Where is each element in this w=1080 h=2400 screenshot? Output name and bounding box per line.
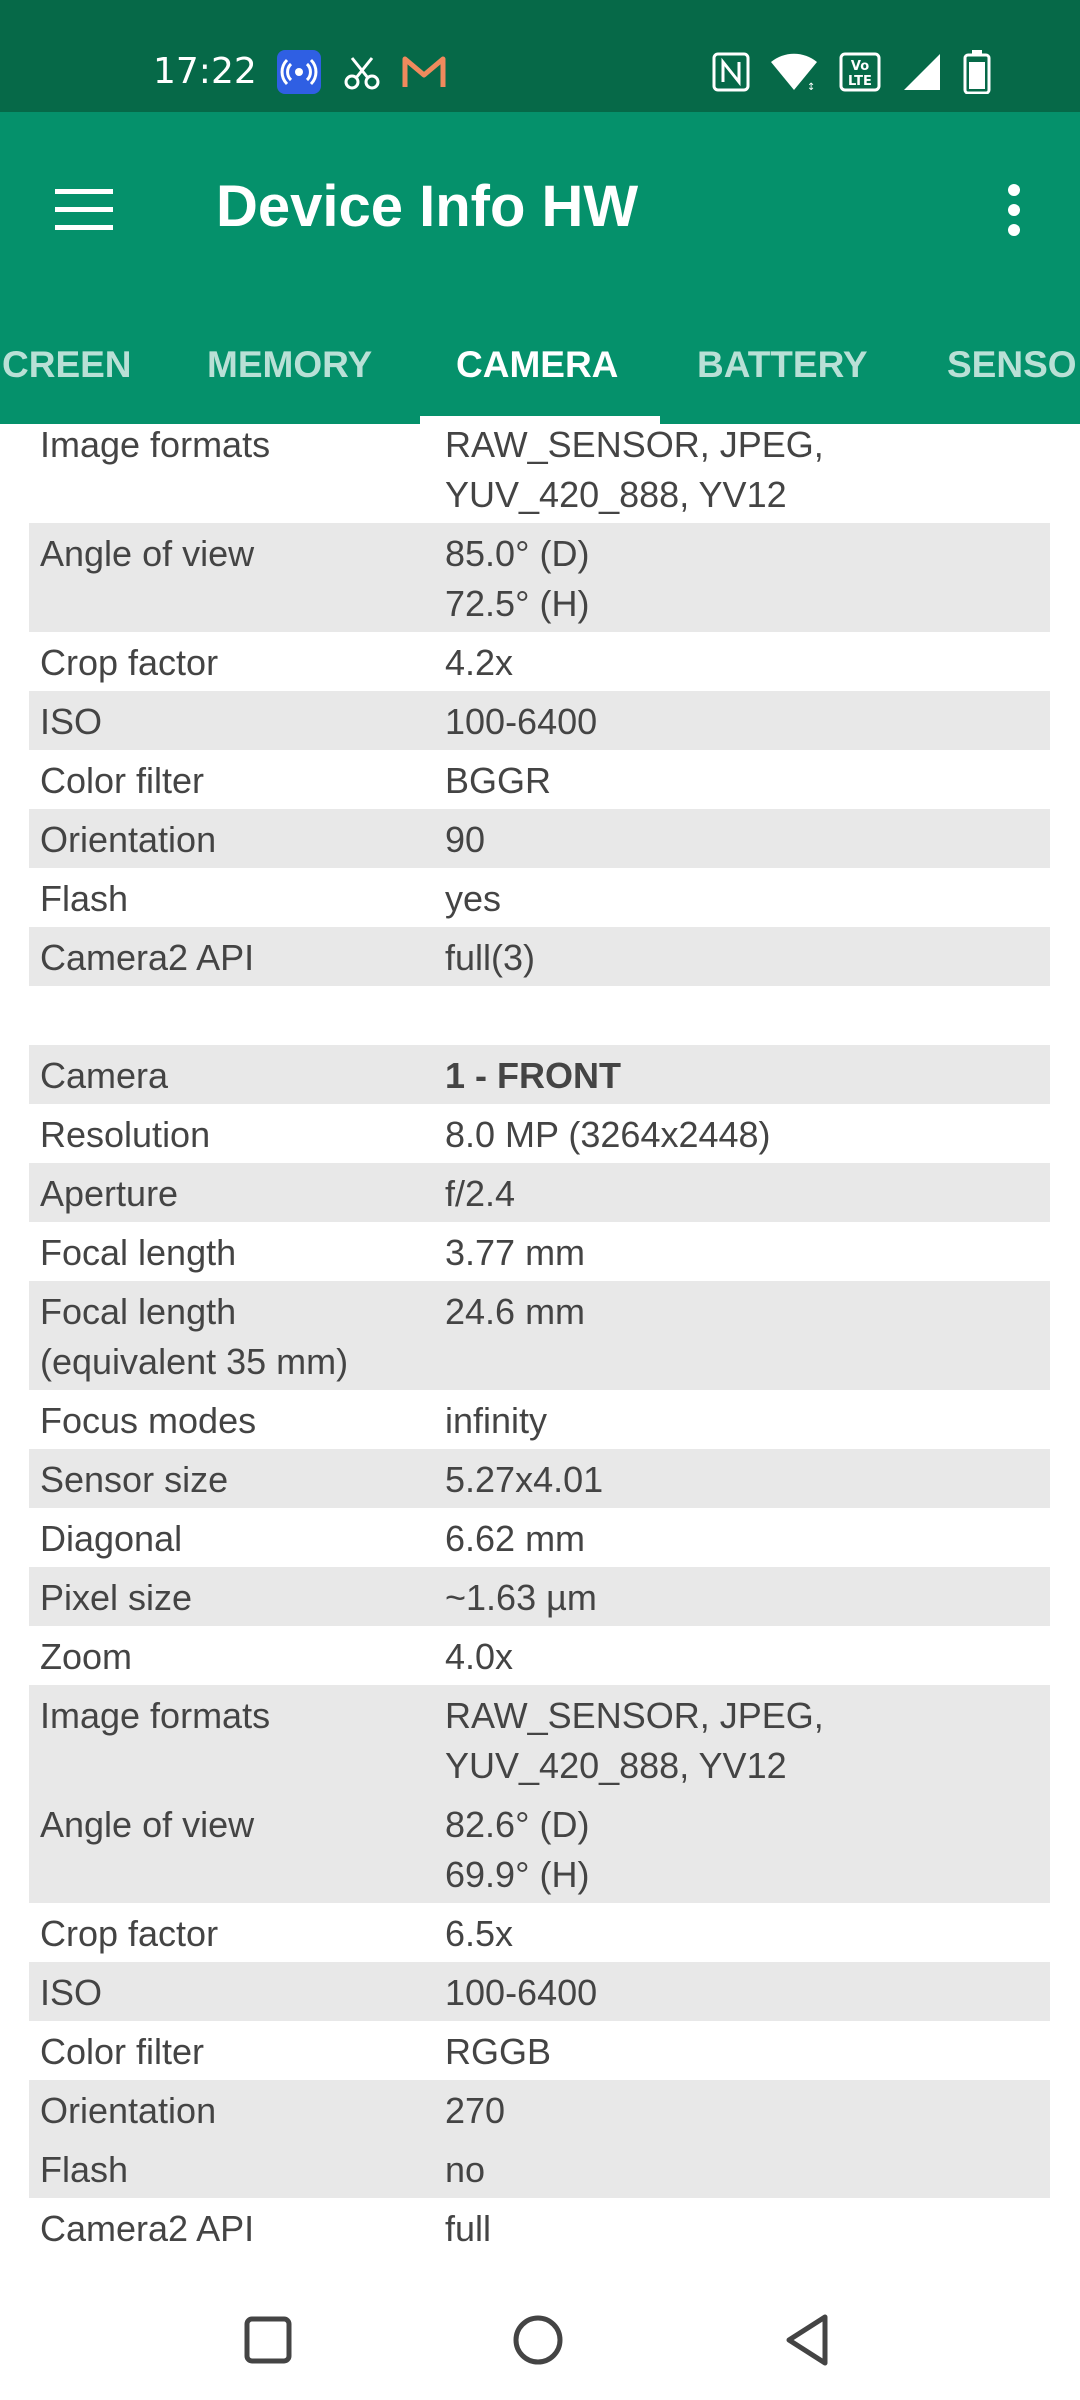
row-value: 6.62 mm <box>445 1518 586 1559</box>
gmail-icon <box>400 46 448 98</box>
row-value: 8.0 MP (3264x2448) <box>445 1114 771 1155</box>
row-label: Camera2 API <box>40 2208 255 2249</box>
tab-camera[interactable]: CAMERA <box>456 344 619 385</box>
table-row <box>29 1794 1050 1903</box>
row-value: ~1.63 µm <box>445 1577 597 1618</box>
row-value: 90 <box>445 819 486 860</box>
row-value: full <box>445 2208 492 2249</box>
row-value: no <box>445 2149 486 2190</box>
row-label: Camera <box>40 1055 169 1096</box>
row-value: infinity <box>445 1400 548 1441</box>
table-spacer <box>29 986 1050 1045</box>
table-row <box>29 2021 1050 2080</box>
table-row <box>29 1567 1050 1626</box>
row-value: RAW_SENSOR, JPEG, YUV_420_888, YV12 <box>445 424 824 515</box>
table-row <box>29 1903 1050 1962</box>
table-row <box>29 1685 1050 1794</box>
row-value: 4.0x <box>445 1636 514 1677</box>
table-row <box>29 809 1050 868</box>
table-row <box>29 1045 1050 1104</box>
row-value: 24.6 mm <box>445 1291 586 1332</box>
row-label: Focal length (equivalent 35 mm) <box>40 1291 349 1382</box>
table-row <box>29 750 1050 809</box>
row-label: Focus modes <box>40 1400 257 1441</box>
menu-button[interactable] <box>36 162 132 258</box>
row-value: RAW_SENSOR, JPEG, YUV_420_888, YV12 <box>445 1695 824 1786</box>
row-value: 6.5x <box>445 1913 514 1954</box>
app-title: Device Info HW <box>216 174 639 239</box>
table-row <box>29 2139 1050 2198</box>
row-value: 82.6° (D) 69.9° (H) <box>445 1804 590 1895</box>
more-vertical-icon <box>1007 184 1021 236</box>
row-label: Crop factor <box>40 642 219 683</box>
row-value: 270 <box>445 2090 506 2131</box>
row-label: ISO <box>40 1972 103 2013</box>
row-label: Camera2 API <box>40 937 255 978</box>
table-row <box>29 691 1050 750</box>
table-row <box>29 2198 1050 2257</box>
table-row <box>29 424 1050 523</box>
row-value: 5.27x4.01 <box>445 1459 604 1500</box>
back-button[interactable] <box>758 2290 858 2390</box>
volte-icon <box>838 46 882 98</box>
row-label: Flash <box>40 878 129 919</box>
svg-text:LTE: LTE <box>848 74 872 89</box>
svg-text:Vo: Vo <box>850 59 870 74</box>
table-row <box>29 1281 1050 1390</box>
row-label: Sensor size <box>40 1459 229 1500</box>
row-label: Color filter <box>40 760 205 801</box>
hotspot-icon <box>275 46 323 98</box>
signal-icon <box>900 46 944 98</box>
hamburger-icon <box>55 189 113 231</box>
row-label: Crop factor <box>40 1913 219 1954</box>
recents-button[interactable] <box>218 2290 318 2390</box>
row-label: Aperture <box>40 1173 179 1214</box>
table-row <box>29 1449 1050 1508</box>
row-value: 4.2x <box>445 642 514 683</box>
row-label: Pixel size <box>40 1577 193 1618</box>
row-value: f/2.4 <box>445 1173 516 1214</box>
table-row <box>29 632 1050 691</box>
row-value: full(3) <box>445 937 536 978</box>
camera-info-scroll[interactable] <box>0 424 1080 2266</box>
row-label: Angle of view <box>40 533 255 574</box>
row-label: Flash <box>40 2149 129 2190</box>
table-row <box>29 1962 1050 2021</box>
camera-info-table <box>29 424 1050 2257</box>
home-button[interactable] <box>488 2290 588 2390</box>
row-value: 85.0° (D) 72.5° (H) <box>445 533 590 624</box>
navigation-bar <box>0 2266 1080 2400</box>
row-label: Angle of view <box>40 1804 255 1845</box>
tab-memory[interactable]: MEMORY <box>207 344 373 385</box>
row-value: RGGB <box>445 2031 552 2072</box>
table-row <box>29 927 1050 986</box>
table-row <box>29 1508 1050 1567</box>
table-row <box>29 868 1050 927</box>
home-icon <box>511 2313 565 2367</box>
row-label: ISO <box>40 701 103 742</box>
row-value: 100-6400 <box>445 701 598 742</box>
row-label: Image formats <box>40 424 271 465</box>
status-bar <box>0 0 1080 112</box>
active-tab-indicator <box>420 416 660 424</box>
table-row <box>29 1626 1050 1685</box>
row-label: Focal length <box>40 1232 237 1273</box>
row-value: 1 - FRONT <box>445 1055 621 1096</box>
table-row <box>29 1390 1050 1449</box>
nfc-icon <box>710 46 752 98</box>
table-row <box>29 1222 1050 1281</box>
tab-battery[interactable]: BATTERY <box>697 344 868 385</box>
tab-screen[interactable]: CREEN <box>2 344 132 385</box>
table-row <box>29 1163 1050 1222</box>
row-label: Orientation <box>40 819 217 860</box>
row-label: Color filter <box>40 2031 205 2072</box>
row-label: Zoom <box>40 1636 133 1677</box>
recents-icon <box>243 2315 293 2365</box>
table-row <box>29 523 1050 632</box>
overflow-menu-button[interactable] <box>966 162 1062 258</box>
row-label: Resolution <box>40 1114 211 1155</box>
tab-bar <box>0 312 1080 424</box>
wifi-icon <box>768 46 820 98</box>
status-time: 17:22 <box>153 51 257 92</box>
svg-text:↕: ↕ <box>807 82 816 92</box>
row-label: Orientation <box>40 2090 217 2131</box>
back-icon <box>783 2313 833 2367</box>
table-row <box>29 2080 1050 2139</box>
row-label: Image formats <box>40 1695 271 1736</box>
table-row <box>29 1104 1050 1163</box>
app-bar <box>0 112 1080 424</box>
row-value: BGGR <box>445 760 552 801</box>
tab-sensors[interactable]: SENSO <box>947 344 1077 385</box>
row-label: Diagonal <box>40 1518 183 1559</box>
scissors-icon <box>340 46 384 98</box>
battery-icon <box>960 46 994 98</box>
row-value: 100-6400 <box>445 1972 598 2013</box>
row-value: yes <box>445 878 502 919</box>
row-value: 3.77 mm <box>445 1232 586 1273</box>
